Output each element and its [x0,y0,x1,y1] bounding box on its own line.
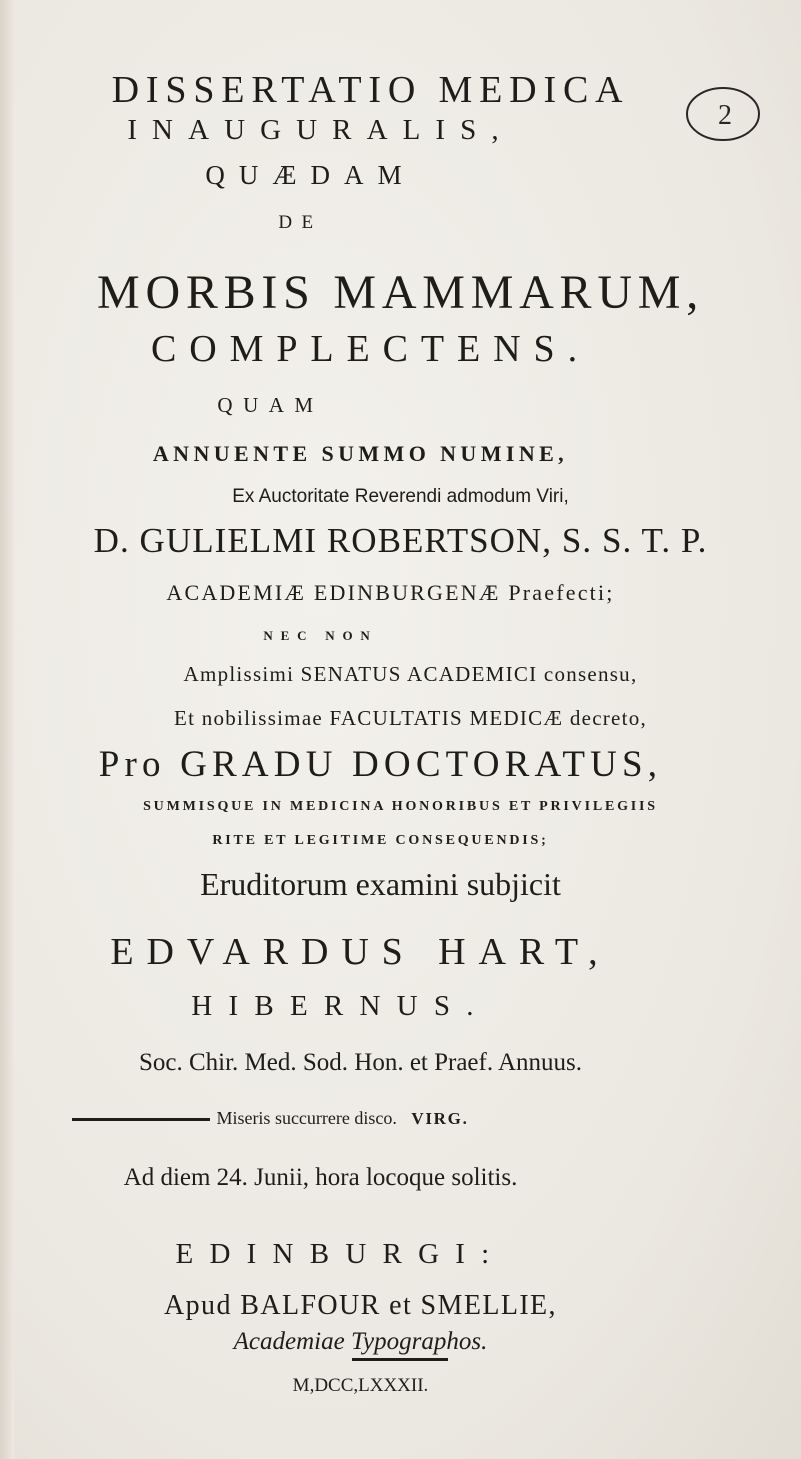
society-text: Soc. Chir. Med. Sod. Hon. et Praef. Annuus. [138,1049,583,1076]
page-number: 2 [718,100,732,131]
society-line [0,1049,761,1077]
gradu-line: Pro GRADU DOCTORATUS, [98,744,663,785]
honoribus-line: SUMMISQUE IN MEDICINA HONORIBUS ET PRIVILEGIIS [143,799,658,814]
motto-rule [72,1118,210,1121]
author-origin: HIBERNUS. [191,990,490,1022]
date-line: Ad diem 24. Junii, hora locoque solitis. [123,1164,518,1191]
robertson-line: D. GULIELMI ROBERTSON, S. S. T. P. [93,521,708,560]
nec-non-label: NEC NON [263,628,378,643]
motto-text: Miseris succurrere disco. [216,1108,397,1128]
motto-source: VIRG. [411,1109,469,1128]
page-number-mark [680,82,766,144]
title-line-4: DE [278,212,323,233]
imprint-rule [352,1358,448,1361]
title-line-3: QUÆDAM [205,160,416,190]
quam-label: QUAM [217,393,324,417]
academiae-line: ACADEMIÆ EDINBURGENÆ Praefecti; [166,580,615,605]
title-line-1: DISSERTATIO MEDICA [111,69,630,111]
title-line-6: COMPLECTENS. [150,328,591,370]
facultatis-line: Et nobilissimae FACULTATIS MEDICÆ decreto, [174,706,647,730]
motto-line [0,1108,671,1129]
imprint-city: EDINBURGI: [175,1238,506,1270]
imprint-typographers: Academiae Typographos. [233,1328,488,1355]
title-line-2: INAUGURALIS, [127,114,514,146]
imprint-year: M,DCC,LXXXII. [292,1375,429,1396]
auctoritate-line: Ex Auctoritate Reverendi admodum Viri, [232,486,569,507]
eruditorum-line: Eruditorum examini subjicit [200,866,561,902]
author-name: EDVARDUS HART, [110,931,611,973]
annuente-line: ANNUENTE SUMMO NUMINE, [152,441,569,466]
senatus-line: Amplissimi SENATUS ACADEMICI consensu, [183,662,638,686]
main-title: MORBIS MAMMARUM, [97,266,704,319]
imprint-printer: Apud BALFOUR et SMELLIE, [164,1290,557,1321]
consequendis-line: RITE ET LEGITIME CONSEQUENDIS; [212,833,549,848]
